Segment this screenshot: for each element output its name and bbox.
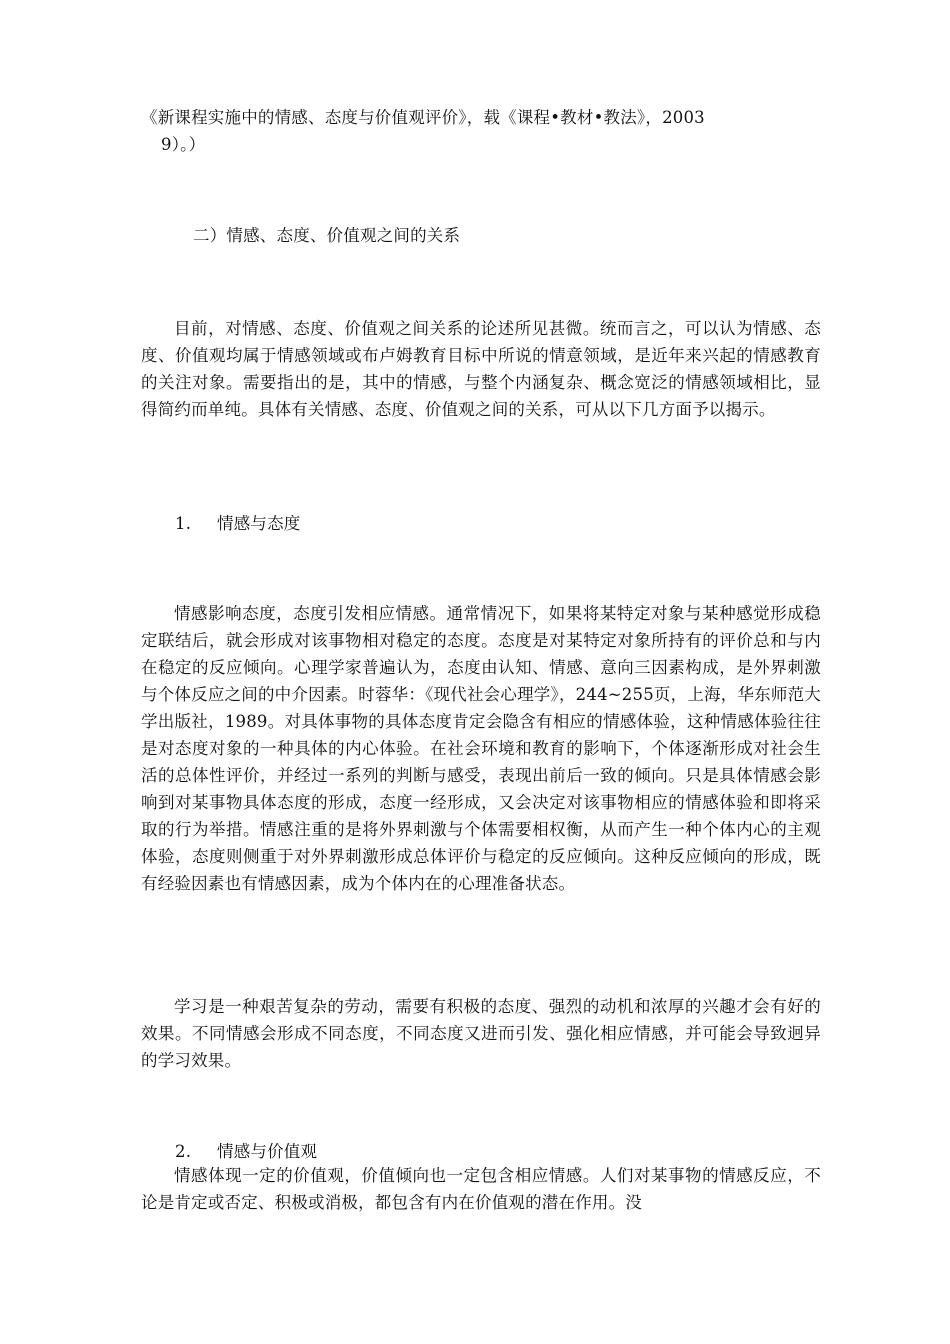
reference-line-1: 《新课程实施中的情感、态度与价值观评价》，载《课程•教材•教法》，2003 — [141, 108, 705, 127]
subsection-title: 情感与价值观 — [217, 1142, 318, 1161]
reference-citation — [141, 104, 821, 158]
subsection-number: 1. — [175, 514, 192, 533]
paragraph-emotion-values: 情感体现一定的价值观，价值倾向也一定包含相应情感。人们对某事物的情感反应，不论是肯定或否定、积极或消极，都包含有内在价值观的潜在作用。没 — [141, 1166, 821, 1212]
intro-paragraph: 目前，对情感、态度、价值观之间关系的论述所见甚微。统而言之，可以认为情感、态度、价值观均属于情感领域或布卢姆教育目标中所说的情意领域，是近年来兴起的情感教育的关注对象。需要指出的是，其中的情感，与整个内涵复杂、概念宽泛的情感领域相比，显得简约而单纯。具体有关情感、态度、价值观之间的关系，可从以下几方面予以揭示。 — [141, 319, 821, 419]
paragraph-learning: 学习是一种艰苦复杂的劳动，需要有积极的态度、强烈的动机和浓厚的兴趣才会有好的效果。不同情感会形成不同态度，不同态度又进而引发、强化相应情感，并可能会导致迥异的学习效果。 — [141, 997, 821, 1070]
section-heading: 二）情感、态度、价值观之间的关系 — [193, 226, 461, 245]
reference-line-2: 9）。） — [161, 135, 206, 154]
subsection-heading-emotion-values — [141, 1138, 821, 1165]
subsection-heading-emotion-attitude — [141, 510, 821, 537]
paragraph-emotion-attitude: 情感影响态度，态度引发相应情感。通常情况下，如果将某特定对象与某种感觉形成稳定联结后，就会形成对该事物相对稳定的态度。态度是对某特定对象所持有的评价总和与内在稳定的反应倾向。心理学家普遍认为，态度由认知、情感、意向三因素构成，是外界刺激与个体反应之间的中介因素。时蓉华：《现代社会心理学》，244~255页，上海，华东师范大学出版社，1989。对具体事物的具体态度肯定会隐含有相应的情感体验，这种情感体验往往是对态度对象的一种具体的内心体验。在社会环境和教育的影响下，个体逐渐形成对社会生活的总体性评价，并经过一系列的判断与感受，表现出前后一致的倾向。只是具体情感会影响到对某事物具体态度的形成，态度一经形成，又会决定对该事物相应的情感体验和即将采取的行为举措。情感注重的是将外界刺激与个体需要相权衡，从而产生一种个体内心的主观体验，态度则侧重于对外界刺激形成总体评价与稳定的反应倾向。这种反应倾向的形成，既有经验因素也有情感因素，成为个体内在的心理准备状态。 — [141, 604, 821, 893]
subsection-title: 情感与态度 — [217, 514, 301, 533]
subsection-number: 2. — [175, 1142, 192, 1161]
